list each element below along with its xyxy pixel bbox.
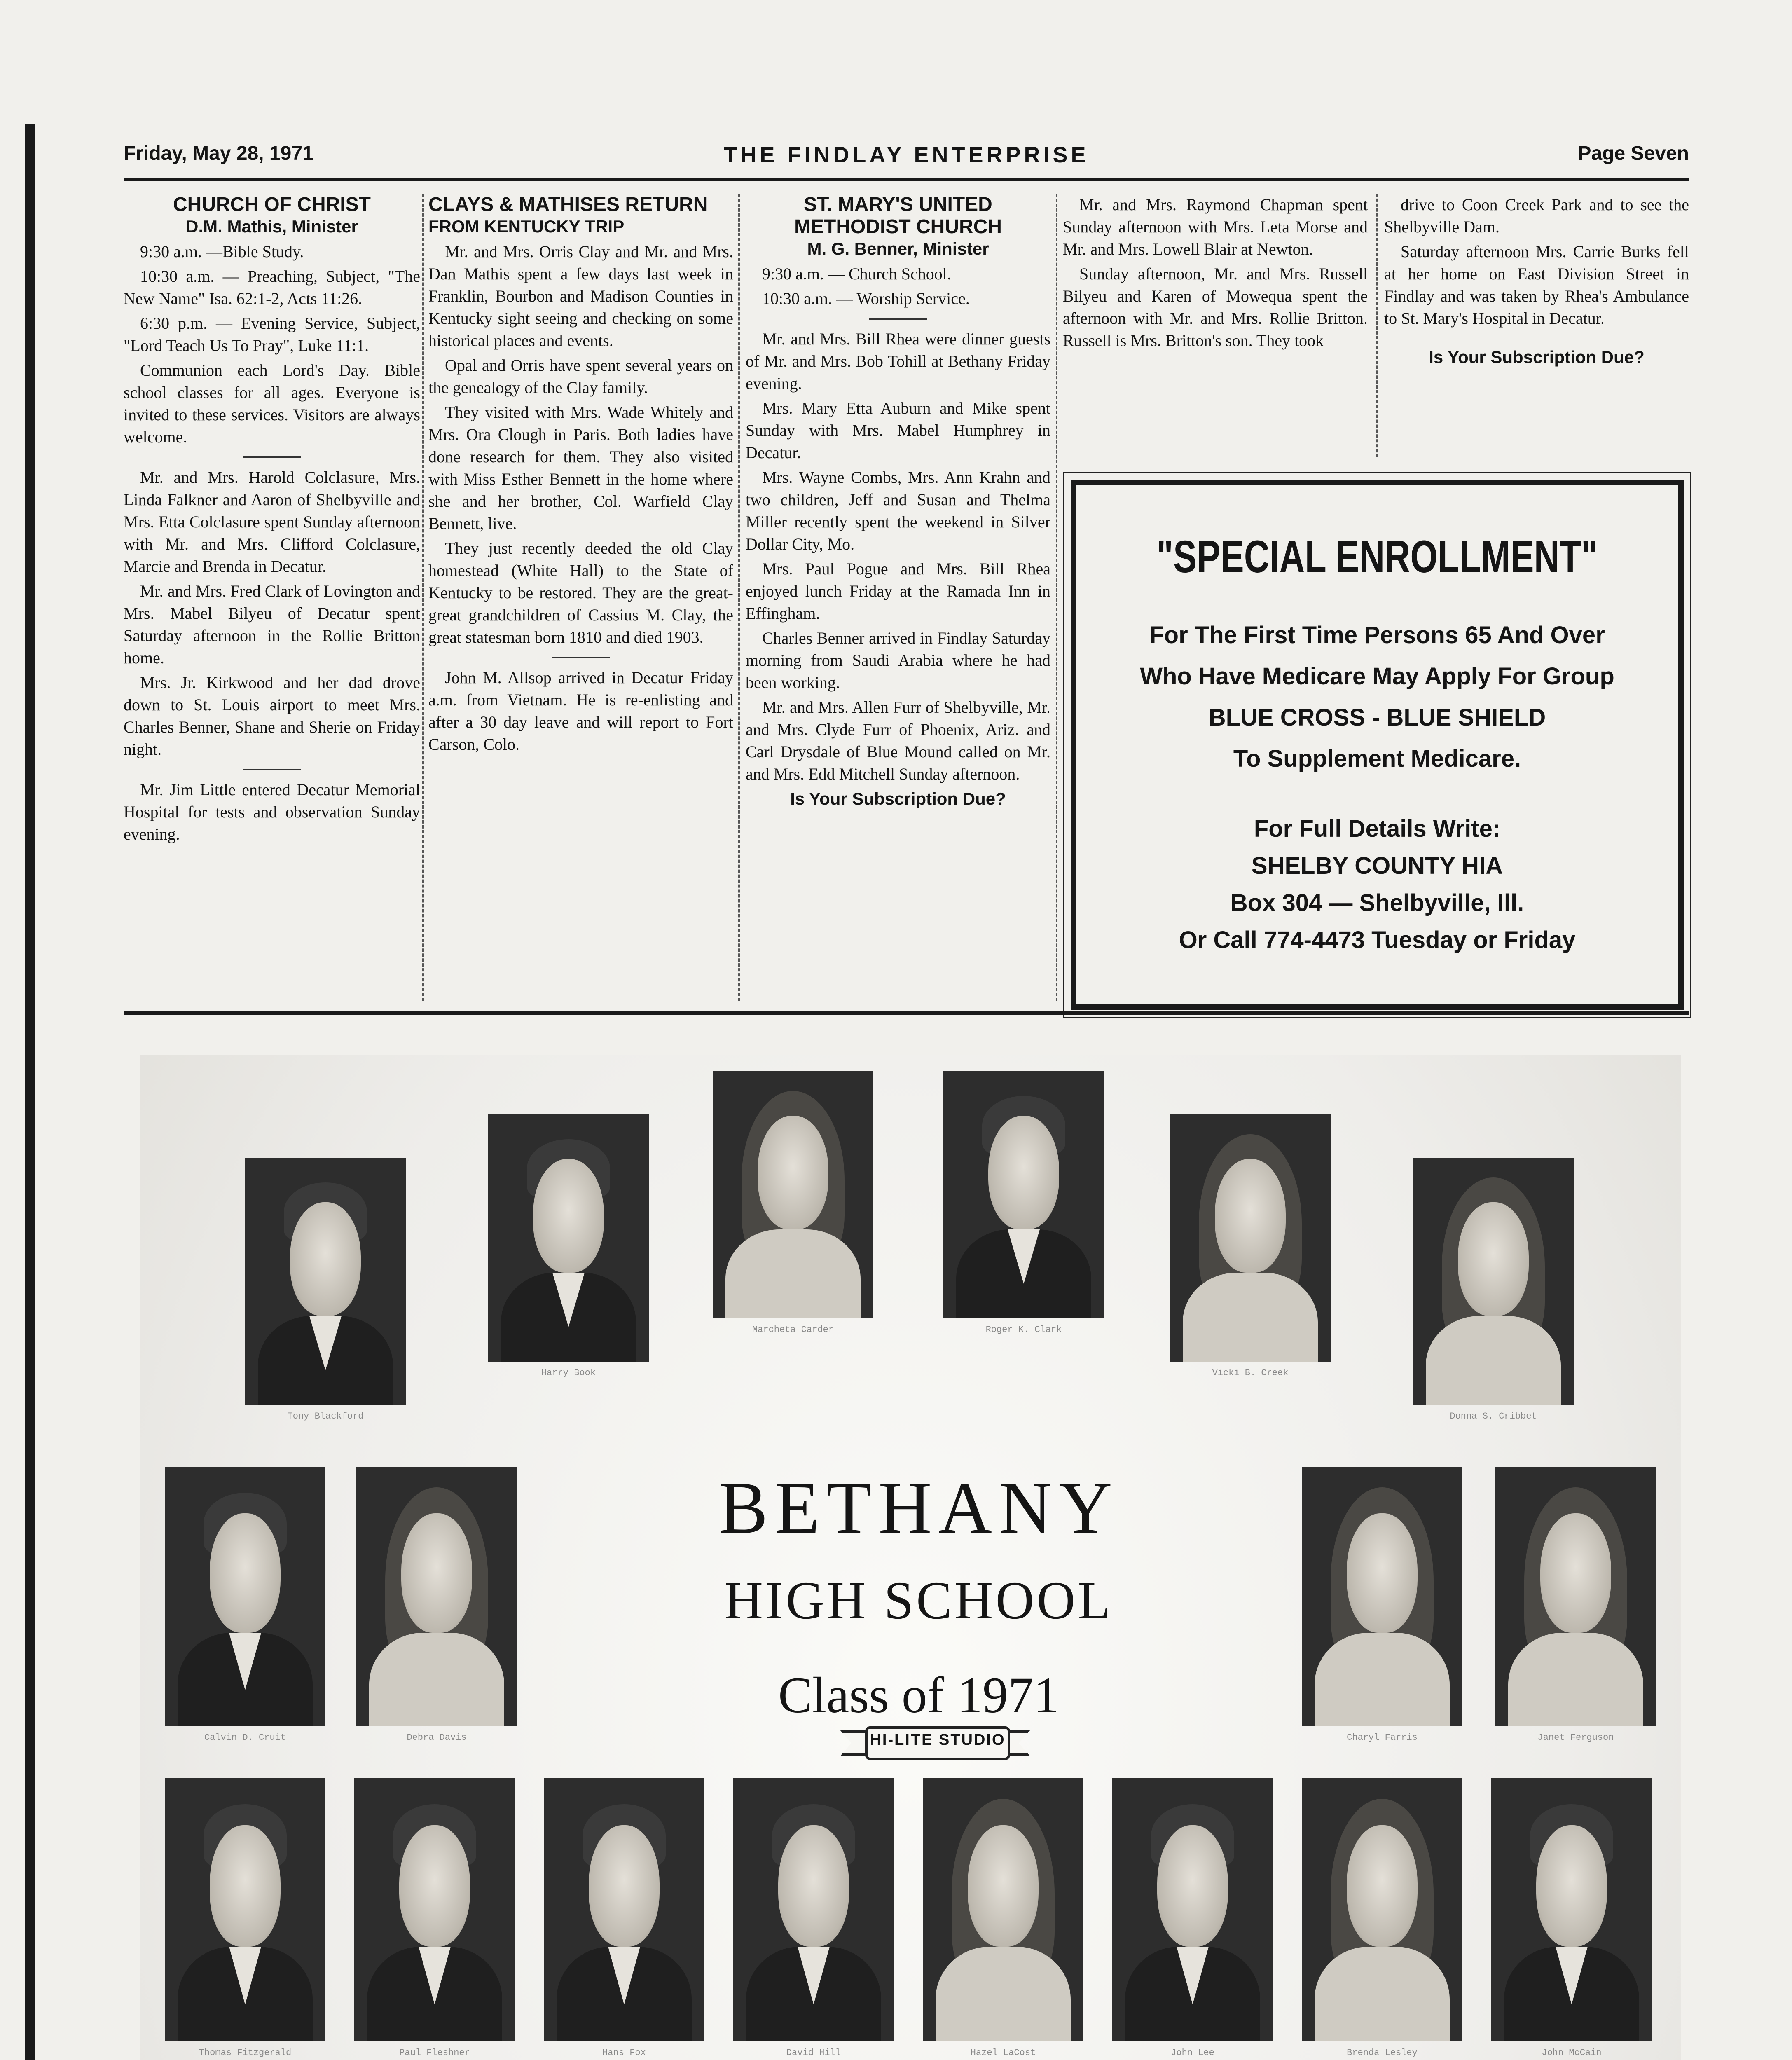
column-news-4 [1063,194,1368,457]
composite-title [704,1467,1133,1730]
portrait-photo [1170,1114,1331,1362]
paragraph: They just recently deeded the old Clay homestead (White Hall) to the State of Kentucky to be restored. They are the great-great grandchildren of Cassius M. Clay, the great statesman born 1810 and died 1903. [428,539,733,646]
minister-line: M. G. Benner, Minister [807,239,989,258]
portrait-label: Roger K. Clark [985,1325,1062,1335]
paragraph: 10:30 a.m. — Preaching, Subject, "The New Name" Isa. 62:1-2, Acts 11:26. [124,267,420,308]
paragraph: Sunday afternoon, Mr. and Mrs. Russell Bilyeu and Karen of Mowequa spent the afternoon with Mr. and Mrs. Rollie Britton. Russell is Mrs. Britton's son. They took [1063,265,1368,350]
student-portrait [1495,1467,1656,1751]
portrait-photo [713,1071,873,1318]
portrait-photo [488,1114,649,1362]
portrait-label: John Lee [1171,2048,1214,2058]
separator [869,318,927,320]
separator [243,456,301,458]
portrait-label: Hazel LaCost [970,2048,1036,2058]
paragraph: 10:30 a.m. — Worship Service. [762,289,970,308]
portrait-photo [733,1778,894,2041]
student-portrait [1112,1778,1273,2060]
student-portrait [1170,1114,1331,1386]
issue-date: Friday, May 28, 1971 [124,143,313,164]
subscription-tag: Is Your Subscription Due? [790,789,1006,808]
column-divider [1376,194,1379,457]
minister-line: D.M. Mathis, Minister [186,217,358,236]
paragraph: Mrs. Jr. Kirkwood and her dad drove down to St. Louis airport to meet Mrs. Charles Benner, Shane and Sherie on Friday night. [124,673,420,758]
paragraph: 6:30 p.m. — Evening Service, Subject, "Lord Teach Us To Pray", Luke 11:1. [124,314,420,355]
paragraph: Mr. and Mrs. Raymond Chapman spent Sunday afternoon with Mrs. Leta Morse and Mr. and Mrs. Lowell Blair at Newton. [1063,195,1368,258]
portrait-label: Janet Ferguson [1537,1732,1614,1743]
ad-line: For Full Details Write: [1254,815,1501,842]
student-portrait [1413,1158,1574,1430]
ad-line: BLUE CROSS - BLUE SHIELD [1208,704,1546,731]
ad-title: "SPECIAL ENROLLMENT" [1156,531,1598,582]
paragraph: Mr. and Mrs. Allen Furr of Shelbyville, Mr. and Mrs. Clyde Furr of Phoenix, Ariz. and Carl Drysdale of Blue Mound called on Mr. and Mrs. Edd Mitchell Sunday afternoon. [746,698,1050,783]
column-clays-mathises [428,194,733,1001]
paragraph: drive to Coon Creek Park and to see the Shelbyville Dam. [1384,195,1689,236]
masthead-rule [124,178,1689,181]
paragraph: Mrs. Paul Pogue and Mrs. Bill Rhea enjoyed lunch Friday at the Ramada Inn in Effingham. [746,559,1050,623]
church-heading-2: METHODIST CHURCH [794,216,1002,238]
student-portrait [733,1778,894,2060]
student-portrait [354,1778,515,2060]
portrait-photo [1491,1778,1652,2041]
advertisement-frame [1071,480,1684,1010]
article-heading: CLAYS & MATHISES RETURN [428,194,708,215]
ad-line: Box 304 — Shelbyville, Ill. [1230,890,1524,916]
ad-line: SHELBY COUNTY HIA [1251,852,1503,879]
portrait-label: Brenda Lesley [1347,2048,1418,2058]
paragraph: Mr. Jim Little entered Decatur Memorial Hospital for tests and observation Sunday evening. [124,780,420,843]
separator [552,657,610,658]
section-rule [124,1011,1689,1015]
portrait-label: Harry Book [541,1368,596,1378]
paragraph: They visited with Mrs. Wade Whitely and Mrs. Ora Clough in Paris. Both ladies have done research for them. They also visited with Miss Esther Bennett in the home where she and her brother, Col. Warfield Clay Bennett, live. [428,403,733,533]
page-number: Page Seven [1578,143,1689,164]
student-portrait [544,1778,704,2060]
portrait-photo [943,1071,1104,1318]
paragraph: Mrs. Wayne Combs, Mrs. Ann Krahn and two children, Jeff and Susan and Thelma Miller recently spent the weekend in Silver Dollar City, Mo. [746,468,1050,553]
school-type: HIGH SCHOOL [724,1571,1113,1630]
advertisement [1063,472,1691,1018]
paragraph: Mr. and Mrs. Fred Clark of Lovington and Mrs. Mabel Bilyeu of Decatur spent Saturday afternoon in the Rollie Britton home. [124,582,420,667]
subscription-tag: Is Your Subscription Due? [1429,347,1645,367]
portrait-label: Tony Blackford [287,1411,364,1421]
portrait-photo [1112,1778,1273,2041]
school-name: BETHANY [718,1467,1119,1549]
paragraph: Mr. and Mrs. Harold Colclasure, Mrs. Linda Falkner and Aaron of Shelbyville and Mrs. Etta Colclasure spent Sunday afternoon with Mr. and Mrs. Clifford Colclasure, Marcie and Brenda in Decatur. [124,468,420,576]
class-composite [140,1055,1681,2060]
church-heading: ST. MARY'S UNITED [804,194,992,215]
paragraph: Mrs. Mary Etta Auburn and Mike spent Sunday with Mrs. Mabel Humphrey in Decatur. [746,399,1050,462]
ad-line: For The First Time Persons 65 And Over [1149,622,1605,648]
student-portrait [943,1071,1104,1343]
church-heading: CHURCH OF CHRIST [173,194,371,215]
paragraph: Opal and Orris have spent several years on the genealogy of the Clay family. [428,356,733,397]
ad-line: Or Call 774-4473 Tuesday or Friday [1179,927,1576,953]
portrait-label: John McCain [1542,2048,1602,2058]
student-portrait [488,1114,649,1386]
student-portrait [923,1778,1083,2060]
article-subheading: FROM KENTUCKY TRIP [428,217,625,236]
portrait-photo [165,1467,325,1726]
portrait-photo [1302,1778,1462,2041]
student-portrait [1491,1778,1652,2060]
portrait-label: David Hill [786,2048,841,2058]
paragraph: Mr. and Mrs. Bill Rhea were dinner guests of Mr. and Mrs. Bob Tohill at Bethany Friday evening. [746,330,1050,393]
portrait-label: Marcheta Carder [752,1325,834,1335]
column-church-of-christ [124,194,420,1001]
portrait-label: Charyl Farris [1347,1732,1418,1743]
class-year: Class of 1971 [778,1667,1059,1723]
ad-line: To Supplement Medicare. [1233,745,1521,772]
studio-banner [840,1722,1030,1759]
page-edge [25,124,35,2060]
paragraph: Saturday afternoon Mrs. Carrie Burks fell at her home on East Division Street in Findlay and was taken by Rhea's Ambulance to St. Mary's Hospital in Decatur. [1384,242,1689,328]
portrait-label: Debra Davis [407,1732,467,1743]
student-portrait [1302,1778,1462,2060]
portrait-photo [1495,1467,1656,1726]
student-portrait [165,1778,325,2060]
paragraph: Mr. and Mrs. Orris Clay and Mr. and Mrs. Dan Mathis spent a few days last week in Franklin, Bourbon and Madison Counties in Kentucky sight seeing and checking on some historical places and events. [428,242,733,350]
masthead [124,142,1689,175]
portrait-photo [165,1778,325,2041]
student-portrait [165,1467,325,1751]
paragraph: Charles Benner arrived in Findlay Saturday morning from Saudi Arabia where he had been working. [746,629,1050,692]
paragraph: 9:30 a.m. — Church School. [762,265,951,283]
portrait-photo [923,1778,1083,2041]
paragraph: John M. Allsop arrived in Decatur Friday a.m. from Vietnam. He is re-enlisting and after a 30 day leave and will report to Fort Carson, Colo. [428,668,733,754]
student-portrait [245,1158,406,1430]
portrait-photo [245,1158,406,1405]
separator [243,769,301,770]
column-divider [738,194,742,1001]
paragraph: 9:30 a.m. —Bible Study. [140,242,304,261]
student-portrait [356,1467,517,1751]
portrait-photo [1413,1158,1574,1405]
paragraph: Communion each Lord's Day. Bible school classes for all ages. Everyone is invited to these services. Visitors are always welcome. [124,361,420,446]
student-portrait [1302,1467,1462,1751]
studio-name: HI-LITE STUDIO [870,1731,1006,1749]
student-portrait [713,1071,873,1343]
portrait-photo [544,1778,704,2041]
portrait-label: Calvin D. Cruit [204,1732,286,1743]
column-st-marys [746,194,1050,1001]
column-divider [1056,194,1059,1001]
portrait-photo [1302,1467,1462,1726]
newspaper-name: THE FINDLAY ENTERPRISE [723,143,1089,167]
portrait-photo [354,1778,515,2041]
ad-line: Who Have Medicare May Apply For Group [1140,663,1614,690]
column-divider [422,194,426,1001]
portrait-label: Thomas Fitzgerald [199,2048,292,2058]
portrait-photo [356,1467,517,1726]
portrait-label: Vicki B. Creek [1212,1368,1289,1378]
portrait-label: Donna S. Cribbet [1450,1411,1537,1421]
portrait-label: Hans Fox [602,2048,646,2058]
portrait-label: Paul Fleshner [399,2048,470,2058]
column-news-5 [1384,194,1689,457]
